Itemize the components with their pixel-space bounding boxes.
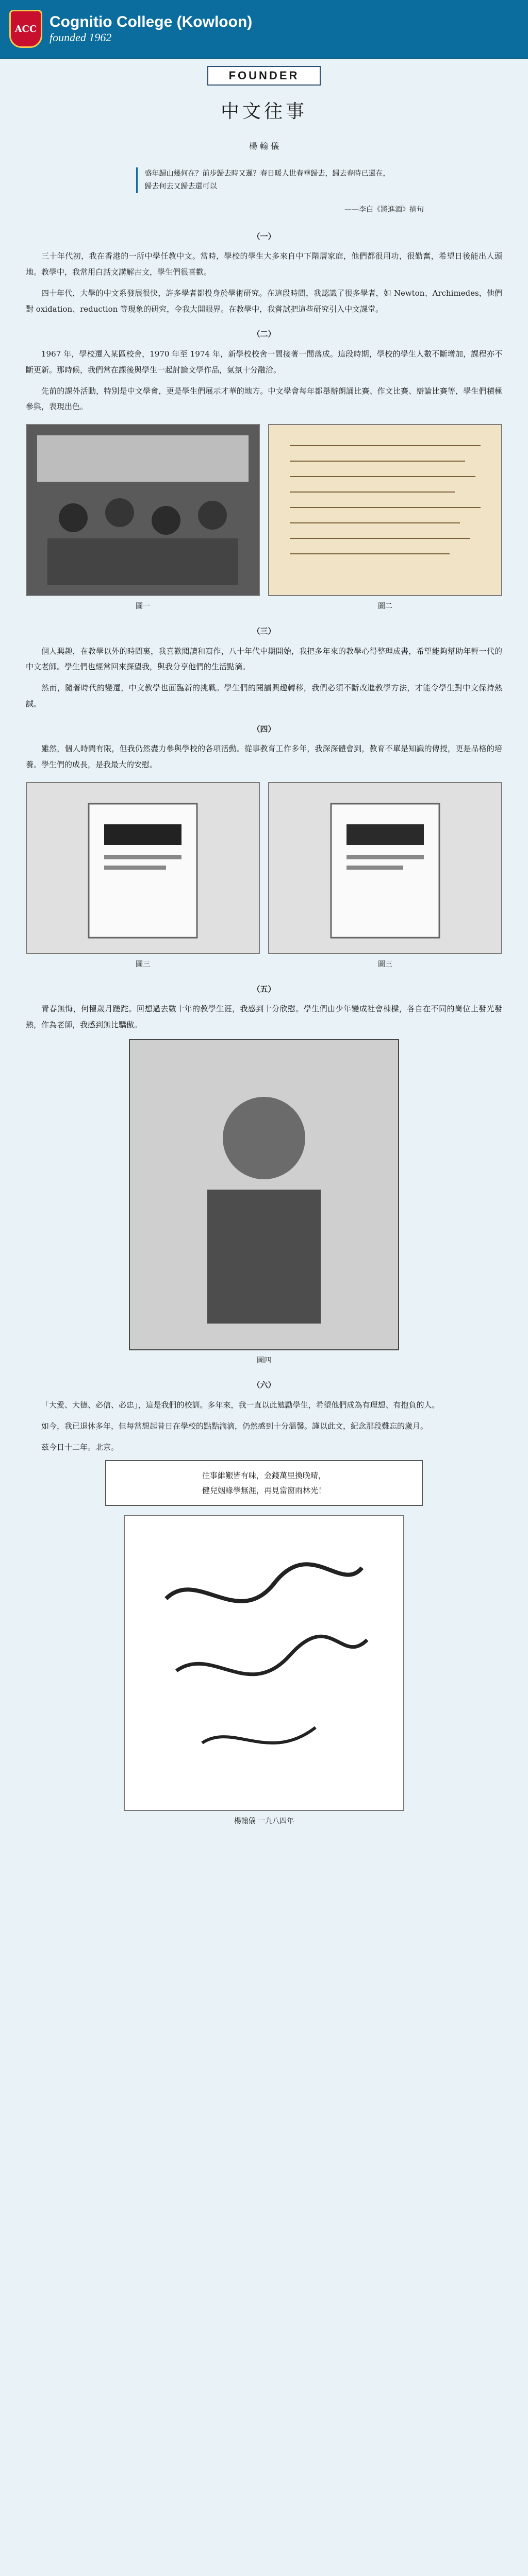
school-name: Cognitio College (Kowloon): [50, 13, 253, 30]
paragraph: 如今，我已退休多年，但每當想起昔日在學校的點點滴滴，仍然感到十分溫馨。謹以此文，紀念那段難忘的歲月。: [41, 1421, 428, 1431]
signature-date: 一九八四年: [258, 1817, 294, 1826]
signature-caption: [26, 1814, 502, 1829]
quote-box: [105, 1460, 423, 1506]
brand-block: [50, 13, 252, 44]
classroom-photo-icon: [27, 425, 259, 595]
classroom-photo: [26, 424, 260, 596]
book-icon: [269, 783, 501, 953]
paragraph: 雖然，個人時間有限，但我仍然盡力參與學校的各項活動。從事教育工作多年，我深深體會到，教育不單是知識的傳授，更是品格的培養。學生們的成長，是我最大的安慰。: [26, 744, 502, 770]
section-number: （四）: [252, 724, 276, 734]
portrait-icon: [130, 1040, 398, 1349]
photo-caption: 圖三: [136, 960, 150, 969]
paragraph: 1967 年，學校遷入某區校舍，1970 年至 1974 年，新學校校舍一間接著一間落成。這段時期，學校的學生人數不斷增加，課程亦不斷更新。那時候，我們常在課後與學生一起討論文學作品，氣氛十分融洽。: [26, 349, 502, 375]
book-icon: [27, 783, 259, 953]
poem-source: ——李白《將進酒》摘句: [344, 205, 424, 214]
section-number: （二）: [252, 329, 276, 339]
paragraph: 青春無悔，何懼歲月蹉跎。回想過去數十年的教學生涯，我感到十分欣慰。學生們由少年變成社會棟樑，各自在不同的崗位上發光發熱，作為老師，我感到無比驕傲。: [26, 1004, 502, 1030]
photo-row: [26, 782, 502, 972]
photo-figure: [268, 424, 502, 614]
quote-line: 往事維艱皆有味，金錢萬里換晚晴，: [202, 1471, 326, 1481]
article-author: 楊 翰 儀: [249, 141, 279, 151]
photo-figure: [26, 424, 260, 614]
paragraph: 個人興趣，在教學以外的時間裏，我喜歡閱讀和寫作，八十年代中期開始，我把多年來的教學心得整理成書，希望能夠幫助年輕一代的中文老師。學生們也經常回來探望我，與我分享他們的生活點滴。: [26, 646, 502, 672]
book-cover-photo: [26, 782, 260, 954]
photo-figure: [26, 782, 260, 972]
poem: 盛年歸山幾何在？前步歸去時又遲？春日暖人世春華歸去，歸去春時已還在，歸去何去又歸去還可以: [136, 167, 392, 193]
photo-caption: 圖三: [378, 960, 392, 969]
section-bar: [0, 66, 528, 86]
signature-image: [124, 1515, 404, 1811]
signature-author: 楊翰儀: [234, 1817, 256, 1826]
photo-figure: [268, 782, 502, 972]
photo-caption: 圖四: [257, 1356, 271, 1365]
quote-line: 健兒姻緣學無涯，再見當窗雨林光！: [202, 1485, 326, 1495]
section-number: （五）: [252, 984, 276, 994]
article-title: 中文往事: [220, 101, 307, 122]
article-body: [26, 93, 502, 1829]
photo-caption: 圖二: [378, 602, 392, 611]
founded-year: founded 1962: [50, 31, 112, 44]
manuscript-photo: [268, 424, 502, 596]
site-header: [0, 0, 528, 59]
paragraph: 然而，隨著時代的變遷，中文教學也面臨新的挑戰。學生們的閱讀興趣轉移，我們必須不斷改進教學方法，才能令學生對中文保持熱誠。: [26, 683, 502, 708]
paragraph: 先前的課外活動，特別是中文學會，更是學生們展示才華的地方。中文學會每年都舉辦朗誦比賽、作文比賽、辯論比賽等，學生們積極參與，表現出色。: [26, 386, 502, 412]
paragraph: 三十年代初，我在香港的一所中學任教中文。當時，學校的學生大多來自中下階層家庭，他們都很用功，很勤奮，希望日後能出人頭地。教學中，我常用白話文講解古文，學生們很喜歡。: [26, 251, 502, 277]
section-label: FOUNDER: [207, 66, 321, 86]
manuscript-icon: [269, 425, 501, 595]
paragraph: 茲今日十二年。北京。: [41, 1442, 119, 1452]
photo-caption: 圖一: [136, 602, 150, 611]
paragraph: 「大愛、大德、必信、必忠」，這是我們的校訓。多年來，我一直以此勉勵學生，希望他們成為有理想、有抱負的人。: [41, 1400, 440, 1410]
photo-row: [26, 424, 502, 614]
section-number: （一）: [252, 231, 276, 241]
book-cover-photo: [268, 782, 502, 954]
portrait-photo: [129, 1039, 399, 1350]
section-number: （三）: [252, 626, 276, 636]
paragraph: 四十年代，大學的中文系發展很快，許多學者都投身於學術研究。在這段時間，我認識了很多學者，如 Newton、Archimedes，他們對 oxidation、reduction 等現象的研究，令我大開眼界。在教學中，我嘗試把這些研究引入中文課堂。: [26, 288, 502, 314]
signature-icon: [125, 1516, 403, 1810]
school-logo-icon: ACC: [9, 10, 42, 48]
section-number: （六）: [252, 1380, 276, 1390]
